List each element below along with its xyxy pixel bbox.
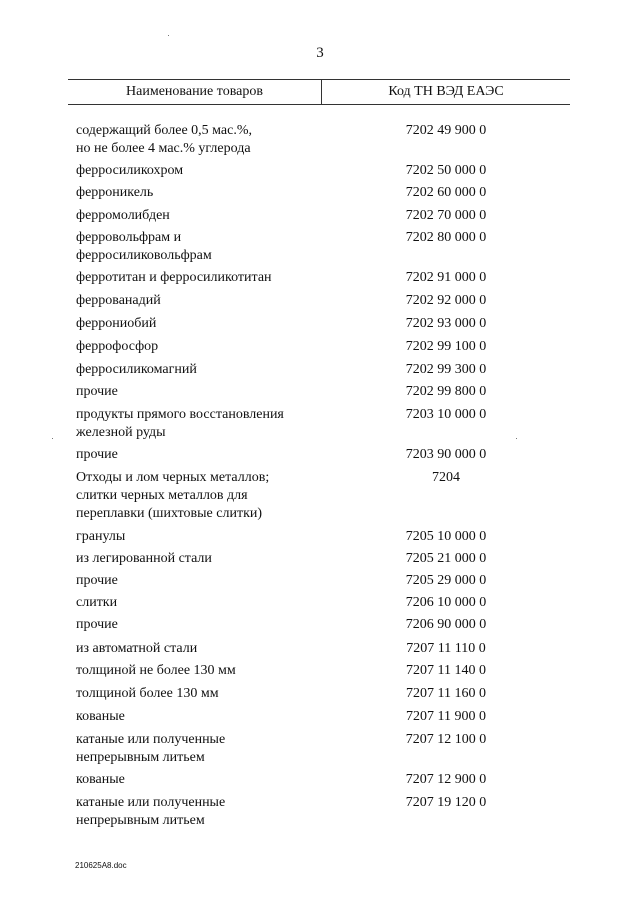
- tnved-code: 7203 90 000 0: [405, 447, 487, 462]
- tnved-code: 7202 80 000 0: [405, 230, 487, 245]
- tnved-code: 7202 91 000 0: [405, 270, 487, 285]
- tnved-code: 7206 90 000 0: [405, 617, 487, 632]
- goods-name: ферротитан и ферросиликотитан: [76, 270, 272, 285]
- tnved-code: 7205 10 000 0: [405, 529, 487, 544]
- tnved-code: 7202 99 800 0: [405, 384, 487, 399]
- goods-name: толщиной более 130 мм: [76, 686, 219, 701]
- goods-name: прочие: [76, 617, 118, 632]
- scan-speck: [516, 438, 517, 439]
- tnved-code: 7202 49 900 0: [405, 123, 487, 138]
- tnved-code: 7202 92 000 0: [405, 293, 487, 308]
- goods-name: ферровольфрам и ферросиликовольфрам: [76, 230, 212, 263]
- goods-name: ферроникель: [76, 185, 154, 200]
- header-code-column: Код ТН ВЭД ЕАЭС: [388, 84, 504, 99]
- goods-name: катаные или полученные непрерывным литьем: [76, 795, 226, 828]
- tnved-code: 7207 11 140 0: [406, 663, 486, 678]
- tnved-code: 7202 99 100 0: [405, 339, 487, 354]
- tnved-code: 7202 99 300 0: [405, 362, 487, 377]
- goods-name: ферросиликомагний: [76, 362, 197, 377]
- goods-name: ферросиликохром: [76, 163, 184, 178]
- goods-name: из автоматной стали: [76, 641, 198, 656]
- tnved-code: 7202 60 000 0: [405, 185, 487, 200]
- tnved-code: 7207 12 900 0: [405, 772, 487, 787]
- goods-name: феррониобий: [76, 316, 157, 331]
- tnved-code: 7207 19 120 0: [405, 795, 487, 810]
- page-number: 3: [316, 45, 324, 61]
- goods-name: содержащий более 0,5 мас.%, но не более 4 мас.% углерода: [76, 123, 253, 156]
- tnved-code: 7204: [432, 470, 460, 485]
- tnved-code: 7202 70 000 0: [405, 208, 487, 223]
- goods-name: катаные или полученные непрерывным литьем: [76, 732, 226, 765]
- goods-name: из легированной стали: [76, 551, 212, 566]
- tnved-code: 7207 11 110 0: [406, 641, 486, 656]
- tnved-code: 7206 10 000 0: [405, 595, 487, 610]
- tnved-code: 7203 10 000 0: [405, 407, 487, 422]
- tnved-code: 7205 29 000 0: [405, 573, 487, 588]
- tnved-code: 7207 11 900 0: [406, 709, 486, 724]
- header-name-column: Наименование товаров: [68, 80, 322, 104]
- tnved-code: 7202 93 000 0: [405, 316, 487, 331]
- goods-name: продукты прямого восстановления железной руды: [76, 407, 284, 440]
- goods-name: прочие: [76, 447, 118, 462]
- goods-name: Отходы и лом черных металлов; слитки черных металлов для переплавки (шихтовые слитки): [76, 470, 270, 521]
- tnved-code: 7205 21 000 0: [405, 551, 487, 566]
- goods-name: феррованадий: [76, 293, 161, 308]
- goods-name: слитки: [76, 595, 118, 610]
- scan-speck: [52, 438, 53, 439]
- goods-name: кованые: [76, 709, 125, 724]
- goods-name: прочие: [76, 573, 118, 588]
- goods-name: ферромолибден: [76, 208, 170, 223]
- document-footer: 210625A8.doc: [75, 861, 127, 870]
- scan-speck: [168, 35, 169, 36]
- table-header: [68, 79, 570, 105]
- tnved-code: 7202 50 000 0: [405, 163, 487, 178]
- goods-name: гранулы: [76, 529, 126, 544]
- tnved-code: 7207 12 100 0: [405, 732, 487, 747]
- tnved-code: 7207 11 160 0: [406, 686, 486, 701]
- goods-name: толщиной не более 130 мм: [76, 663, 236, 678]
- goods-name: феррофосфор: [76, 339, 159, 354]
- goods-name: прочие: [76, 384, 118, 399]
- goods-name: кованые: [76, 772, 125, 787]
